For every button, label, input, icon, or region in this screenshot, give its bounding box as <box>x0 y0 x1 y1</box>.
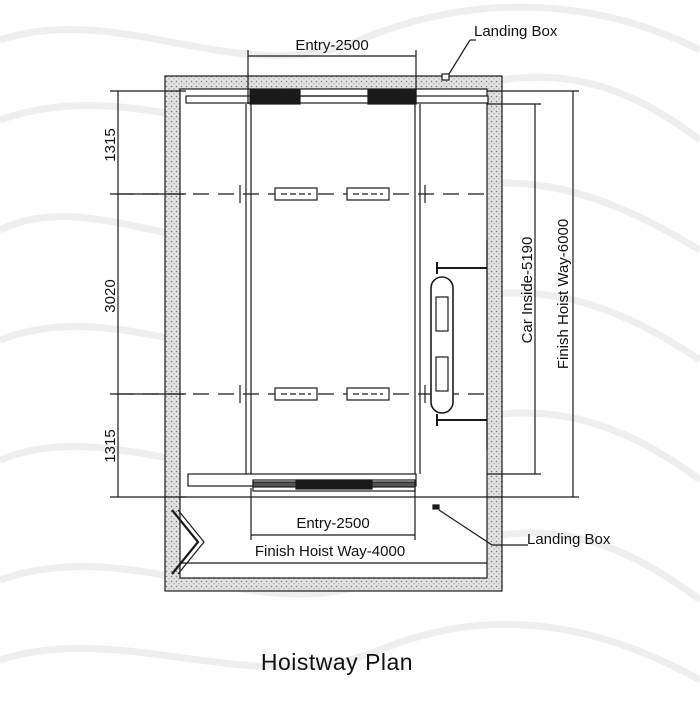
dim-top-label: 1315 <box>102 128 119 162</box>
dim-middle-label: 3020 <box>102 279 119 313</box>
entry-top-label: Entry-2500 <box>295 37 369 54</box>
landing-box-top-marker <box>442 40 476 80</box>
car-inside-label: Car Inside-5190 <box>519 236 536 344</box>
diagram-title: Hoistway Plan <box>260 649 414 675</box>
landing-box-bottom-label: Landing Box <box>527 531 611 548</box>
landing-box-top-label: Landing Box <box>474 23 558 40</box>
entry-bottom-label: Entry-2500 <box>296 515 370 532</box>
hoistway-depth-label: Finish Hoist Way-6000 <box>555 218 572 370</box>
hoistway-width-label: Finish Hoist Way-4000 <box>254 543 406 560</box>
dim-bottom-label: 1315 <box>102 429 119 463</box>
